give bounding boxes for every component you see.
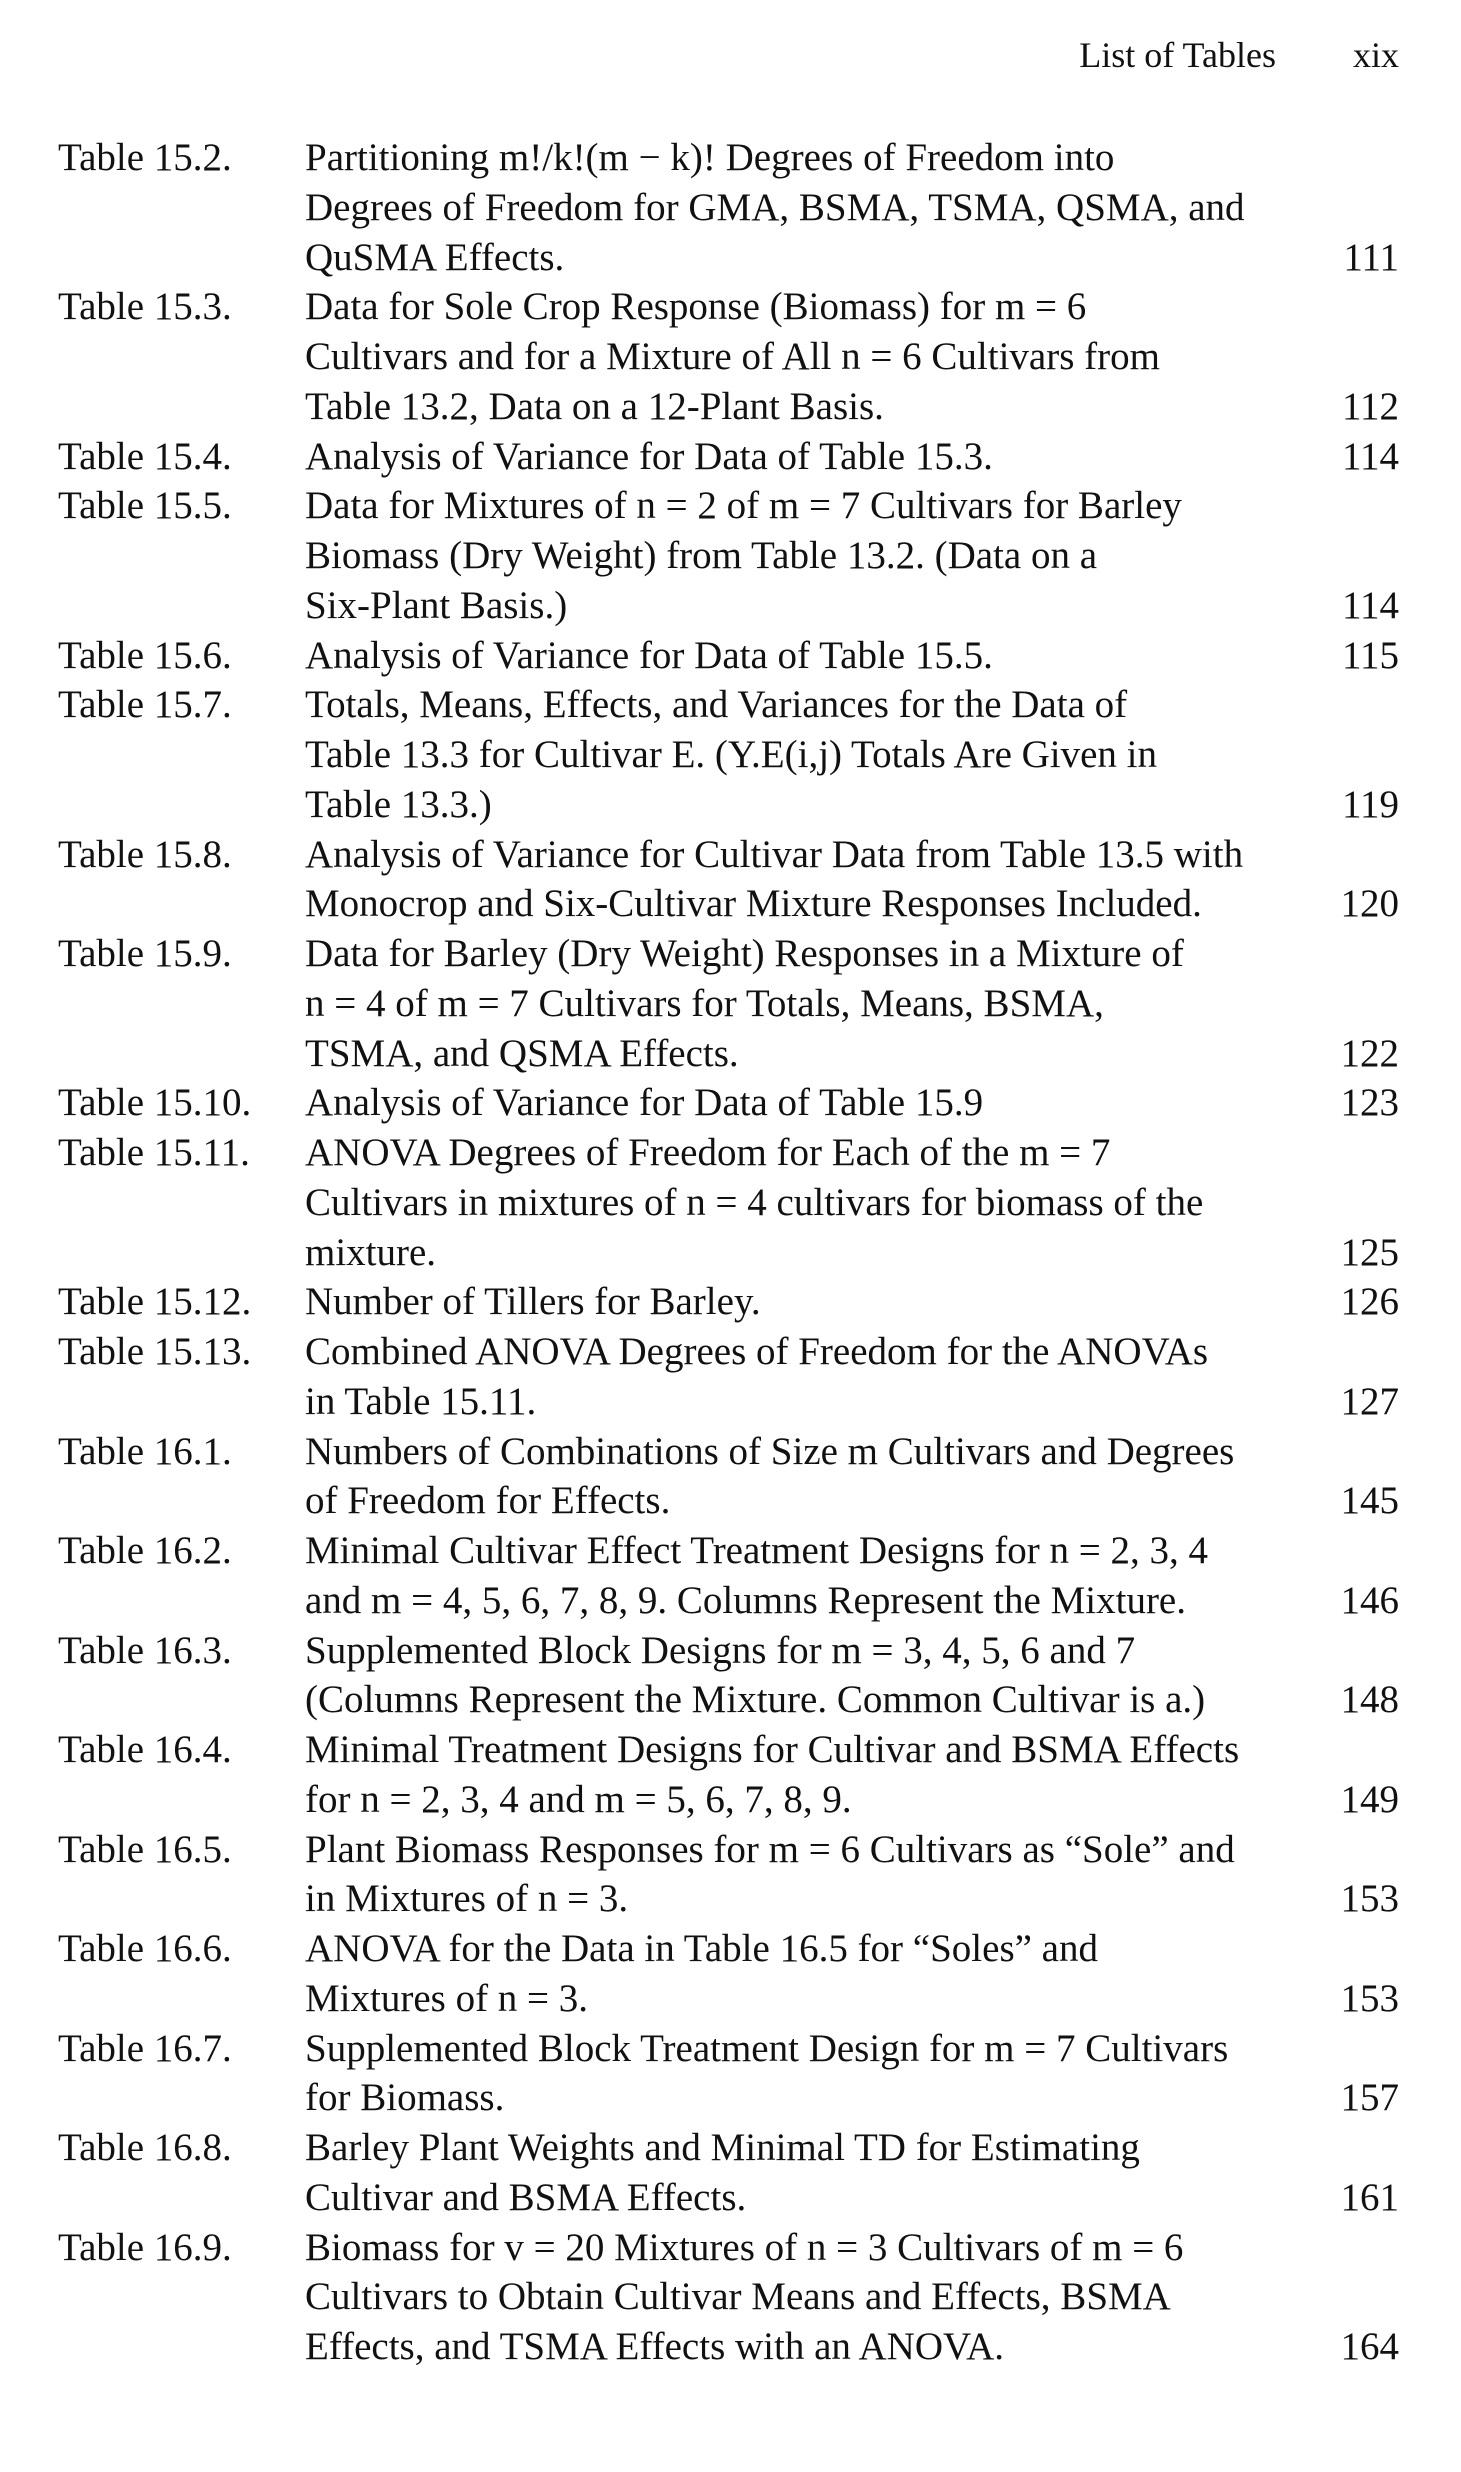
table-title-line: Analysis of Variance for Cultivar Data from Table 13.5 with [305, 832, 1244, 876]
table-title-line: Combined ANOVA Degrees of Freedom for the ANOVAs [305, 1330, 1209, 1373]
table-title [305, 680, 1305, 829]
table-title [305, 1427, 1305, 1527]
table-title-line: Cultivars in mixtures of n = 4 cultivars for biomass of the [305, 1180, 1204, 1224]
table-title [305, 1825, 1305, 1925]
table-title-line: Analysis of Variance for Data of Table 15.9 [305, 1081, 984, 1125]
table-title-line: Cultivar and BSMA Effects. [305, 2175, 747, 2219]
table-page-number: 114 [1341, 583, 1399, 627]
table-title-line: for Biomass. [305, 2076, 505, 2120]
table-label: Table 16.2. [58, 1529, 232, 1572]
table-title [305, 133, 1305, 282]
table-page-number: 153 [1340, 1976, 1399, 2020]
table-title-line: Analysis of Variance for Data of Table 15.3. [305, 434, 993, 478]
list-item [0, 2223, 1461, 2372]
table-title-line: Cultivars to Obtain Cultivar Means and Effects, BSMA [305, 2275, 1171, 2319]
table-label: Table 15.6. [58, 633, 232, 677]
list-item [0, 680, 1461, 829]
table-label: Table 16.4. [58, 1728, 232, 1771]
table-title-line: Numbers of Combinations of Size m Cultivars and Degrees [305, 1429, 1235, 1473]
table-title-line: of Freedom for Effects. [305, 1479, 671, 1523]
list-item [0, 2123, 1461, 2223]
list-item [0, 1327, 1461, 1427]
table-title-line: Monocrop and Six-Cultivar Mixture Responses Included. [305, 882, 1202, 926]
table-page-number: 148 [1340, 1678, 1399, 1722]
list-item [0, 481, 1461, 630]
table-label: Table 16.3. [58, 1628, 232, 1672]
table-page-number: 112 [1341, 384, 1399, 428]
table-label: Table 15.9. [58, 932, 232, 975]
table-page-number: 115 [1341, 633, 1399, 677]
table-title-line: QuSMA Effects. [305, 235, 565, 279]
table-label: Table 16.7. [58, 2026, 232, 2070]
table-label: Table 16.1. [58, 1429, 232, 1473]
list-item [0, 830, 1461, 930]
table-label: Table 15.2. [58, 136, 232, 179]
table-page-number: 149 [1340, 1777, 1399, 1821]
table-title-line: Six-Plant Basis.) [305, 583, 568, 627]
table-title [305, 481, 1305, 630]
table-title [305, 1924, 1305, 2024]
table-title [305, 2123, 1305, 2223]
table-label: Table 15.3. [58, 285, 232, 329]
table-label: Table 15.13. [58, 1330, 252, 1373]
table-page-number: 146 [1340, 1578, 1399, 1622]
table-label: Table 15.5. [58, 484, 232, 528]
list-item [0, 1128, 1461, 1277]
table-title-line: Partitioning m!/k!(m − k)! Degrees of Freedom into [305, 136, 1115, 179]
table-title [305, 929, 1305, 1078]
table-title [305, 1128, 1305, 1277]
table-page-number: 111 [1343, 235, 1399, 279]
list-item [0, 1626, 1461, 1726]
table-title-line: Biomass for v = 20 Mixtures of n = 3 Cultivars of m = 6 [305, 2225, 1184, 2269]
table-title [305, 2024, 1305, 2124]
table-title-line: Supplemented Block Treatment Design for m = 7 Cultivars [305, 2026, 1229, 2070]
table-page-number: 119 [1341, 782, 1399, 826]
table-title-line: Mixtures of n = 3. [305, 1976, 589, 2020]
table-page-number: 114 [1341, 434, 1399, 478]
table-title-line: mixture. [305, 1230, 437, 1274]
table-title-line: Effects, and TSMA Effects with an ANOVA. [305, 2325, 1005, 2368]
table-title [305, 1327, 1305, 1427]
table-title-line: Table 13.2, Data on a 12-Plant Basis. [305, 384, 884, 428]
table-title-line: (Columns Represent the Mixture. Common Cultivar is a.) [305, 1678, 1206, 1722]
table-title-line: ANOVA for the Data in Table 16.5 for “Soles” and [305, 1927, 1098, 1970]
table-title [305, 432, 1305, 482]
table-label: Table 15.11. [58, 1131, 250, 1174]
list-item [0, 631, 1461, 681]
table-label: Table 15.10. [58, 1081, 252, 1125]
table-page-number: 120 [1340, 882, 1399, 926]
table-title-line: Barley Plant Weights and Minimal TD for Estimating [305, 2126, 1140, 2169]
table-title-line: Data for Sole Crop Response (Biomass) for m = 6 [305, 285, 1087, 329]
table-title-line: Data for Barley (Dry Weight) Responses in a Mixture of [305, 932, 1184, 975]
table-page-number: 123 [1340, 1081, 1399, 1125]
table-title-line: Table 13.3.) [305, 782, 492, 826]
table-title-line: Totals, Means, Effects, and Variances for the Data of [305, 683, 1128, 727]
table-page-number: 126 [1340, 1280, 1399, 1324]
list-item [0, 929, 1461, 1078]
table-title [305, 1078, 1305, 1128]
page-number: xix [1352, 35, 1399, 75]
table-title-line: Number of Tillers for Barley. [305, 1280, 761, 1324]
table-title-line: for n = 2, 3, 4 and m = 5, 6, 7, 8, 9. [305, 1777, 852, 1821]
table-label: Table 15.4. [58, 434, 232, 478]
table-title [305, 282, 1305, 431]
table-title [305, 830, 1305, 930]
list-item [0, 1078, 1461, 1128]
table-label: Table 15.12. [58, 1280, 252, 1324]
list-item [0, 133, 1461, 282]
table-title-line: Degrees of Freedom for GMA, BSMA, TSMA, QSMA, and [305, 185, 1245, 229]
table-title [305, 1277, 1305, 1327]
table-page-number: 164 [1340, 2325, 1399, 2368]
list-item [0, 432, 1461, 482]
table-title [305, 631, 1305, 681]
running-head [0, 30, 1461, 80]
table-page-number: 161 [1340, 2175, 1399, 2219]
list-of-tables [0, 133, 1461, 2372]
list-item [0, 1725, 1461, 1825]
table-title-line: Cultivars and for a Mixture of All n = 6 Cultivars from [305, 335, 1160, 378]
table-page-number: 145 [1340, 1479, 1399, 1523]
table-title-line: Analysis of Variance for Data of Table 15.5. [305, 633, 993, 677]
running-head-title: List of Tables [1079, 35, 1276, 75]
list-item [0, 282, 1461, 431]
table-label: Table 16.5. [58, 1827, 232, 1871]
table-title-line: TSMA, and QSMA Effects. [305, 1031, 739, 1075]
table-title-line: Biomass (Dry Weight) from Table 13.2. (Data on a [305, 534, 1098, 577]
list-item [0, 1924, 1461, 2024]
table-page-number: 127 [1340, 1379, 1399, 1423]
table-title-line: Supplemented Block Designs for m = 3, 4, 5, 6 and 7 [305, 1628, 1136, 1672]
table-title-line: Minimal Cultivar Effect Treatment Designs for n = 2, 3, 4 [305, 1529, 1208, 1572]
table-title-line: n = 4 of m = 7 Cultivars for Totals, Means, BSMA, [305, 981, 1104, 1025]
table-title [305, 1725, 1305, 1825]
list-item [0, 1526, 1461, 1626]
table-page-number: 122 [1340, 1031, 1399, 1075]
table-label: Table 16.6. [58, 1927, 232, 1970]
table-page-number: 153 [1340, 1877, 1399, 1921]
table-label: Table 15.8. [58, 832, 232, 876]
table-title [305, 2223, 1305, 2372]
table-title-line: in Mixtures of n = 3. [305, 1877, 629, 1921]
table-title-line: Data for Mixtures of n = 2 of m = 7 Cultivars for Barley [305, 484, 1182, 528]
table-title-line: Plant Biomass Responses for m = 6 Cultivars as “Sole” and [305, 1827, 1235, 1871]
table-title-line: and m = 4, 5, 6, 7, 8, 9. Columns Represent the Mixture. [305, 1578, 1186, 1622]
list-item [0, 1825, 1461, 1925]
table-title [305, 1526, 1305, 1626]
table-label: Table 16.9. [58, 2225, 232, 2269]
table-page-number: 157 [1340, 2076, 1399, 2120]
list-item [0, 2024, 1461, 2124]
table-label: Table 15.7. [58, 683, 232, 727]
table-label: Table 16.8. [58, 2126, 232, 2169]
table-title-line: ANOVA Degrees of Freedom for Each of the m = 7 [305, 1131, 1111, 1174]
table-title [305, 1626, 1305, 1726]
table-title-line: Minimal Treatment Designs for Cultivar and BSMA Effects [305, 1728, 1240, 1771]
list-item [0, 1427, 1461, 1527]
table-page-number: 125 [1340, 1230, 1399, 1274]
list-item [0, 1277, 1461, 1327]
table-title-line: in Table 15.11. [305, 1379, 537, 1423]
table-title-line: Table 13.3 for Cultivar E. (Y.E(i,j) Totals Are Given in [305, 733, 1158, 776]
